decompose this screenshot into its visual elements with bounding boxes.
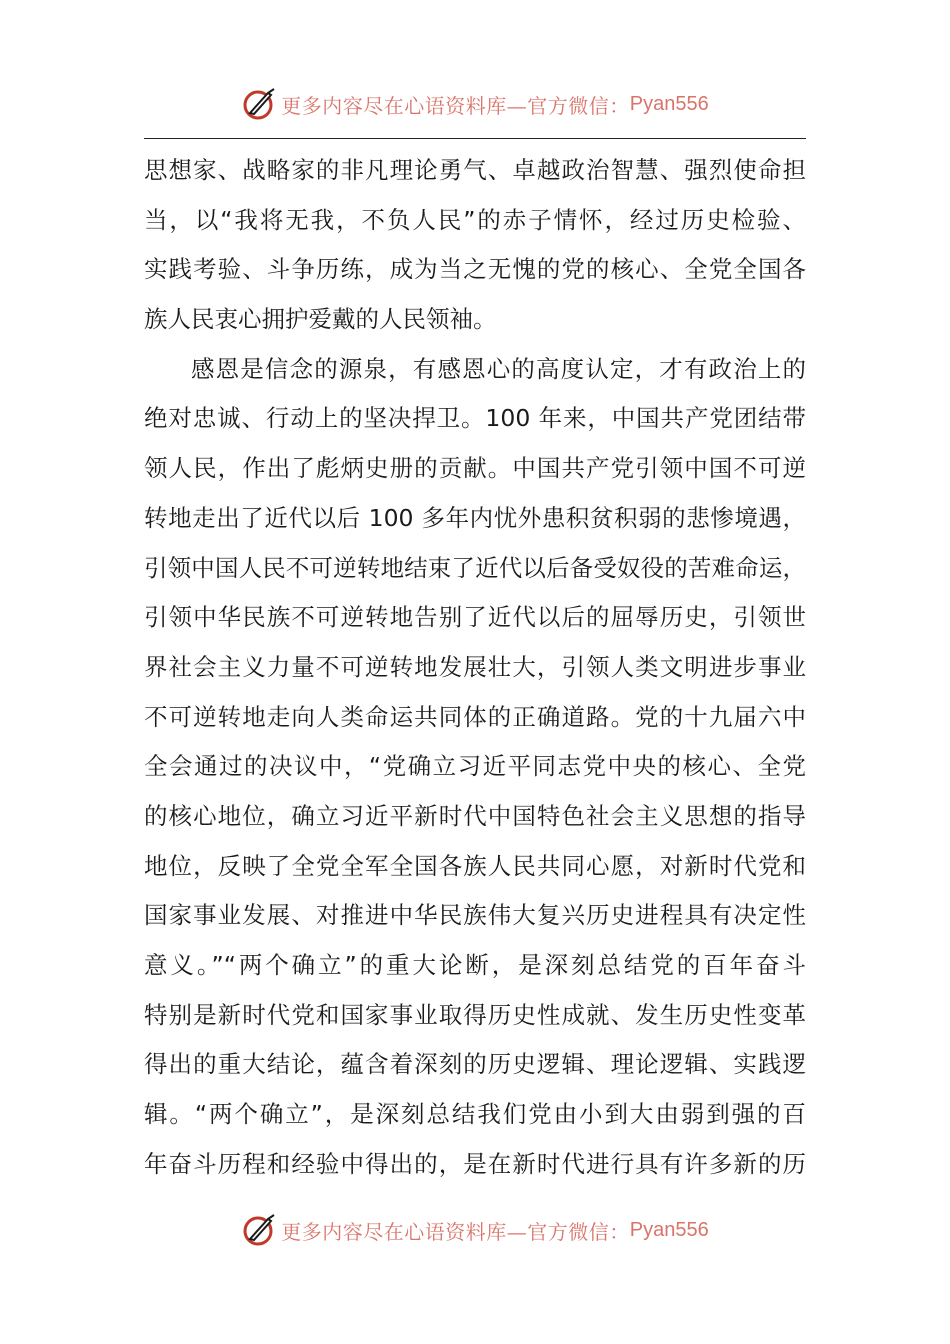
footer-banner-wechat-id: Pyan556 <box>629 1218 709 1241</box>
quill-logo-icon <box>241 1212 277 1248</box>
text-line: 不可逆转地走向人类命运共同体的正确道路。党的十九届六中 <box>144 702 806 731</box>
text-line: 领人民，作出了彪炳史册的贡献。中国共产党引领中国不可逆 <box>144 454 806 483</box>
text-line: 辑。“两个确立”，是深刻总结我们党由小到大由弱到强的百 <box>144 1100 806 1129</box>
text-line: 意义。”“两个确立”的重大论断，是深刻总结党的百年奋斗 <box>144 951 806 979</box>
text-line: 全会通过的决议中，“党确立习近平同志党中央的核心、全党 <box>144 752 806 781</box>
header-banner-text: 更多内容尽在心语资料库—官方微信： <box>281 93 630 118</box>
text-line: 绝对忠诚、行动上的坚决捍卫。100 年来，中国共产党团结带 <box>144 404 806 433</box>
text-line: 当，以“我将无我，不负人民”的赤子情怀，经过历史检验、 <box>144 205 806 234</box>
text-line: 年奋斗历程和经验中得出的，是在新时代进行具有许多新的历 <box>144 1149 806 1178</box>
text-line: 界社会主义力量不可逆转地发展壮大，引领人类文明进步事业 <box>144 652 806 681</box>
header-divider <box>144 138 806 139</box>
header-banner <box>0 84 950 124</box>
header-banner-wechat-id: Pyan556 <box>629 92 709 115</box>
footer-banner <box>0 1210 950 1250</box>
text-line: 思想家、战略家的非凡理论勇气、卓越政治智慧、强烈使命担 <box>144 156 806 184</box>
text-line: 的核心地位，确立习近平新时代中国特色社会主义思想的指导 <box>144 801 806 830</box>
text-line: 感恩是信念的源泉，有感恩心的高度认定，才有政治上的 <box>191 354 806 383</box>
footer-banner-text: 更多内容尽在心语资料库—官方微信： <box>281 1219 630 1244</box>
quill-logo-icon <box>241 86 277 122</box>
text-line: 引领中华民族不可逆转地告别了近代以后的屈辱历史，引领世 <box>144 603 806 632</box>
text-line: 实践考验、斗争历练，成为当之无愧的党的核心、全党全国各 <box>144 255 806 284</box>
text-line: 转地走出了近代以后 100 多年内忧外患积贫积弱的悲惨境遇， <box>144 503 806 532</box>
text-line: 引领中国人民不可逆转地结束了近代以后备受奴役的苦难命运， <box>144 553 806 582</box>
document-body <box>144 146 806 1189</box>
text-line: 国家事业发展、对推进中华民族伟大复兴历史进程具有决定性 <box>144 901 806 930</box>
text-line: 族人民衷心拥护爱戴的人民领袖。 <box>144 305 497 334</box>
text-line: 特别是新时代党和国家事业取得历史性成就、发生历史性变革 <box>144 1000 806 1029</box>
text-line: 得出的重大结论，蕴含着深刻的历史逻辑、理论逻辑、实践逻 <box>144 1050 806 1079</box>
text-line: 地位，反映了全党全军全国各族人民共同心愿，对新时代党和 <box>144 851 806 880</box>
